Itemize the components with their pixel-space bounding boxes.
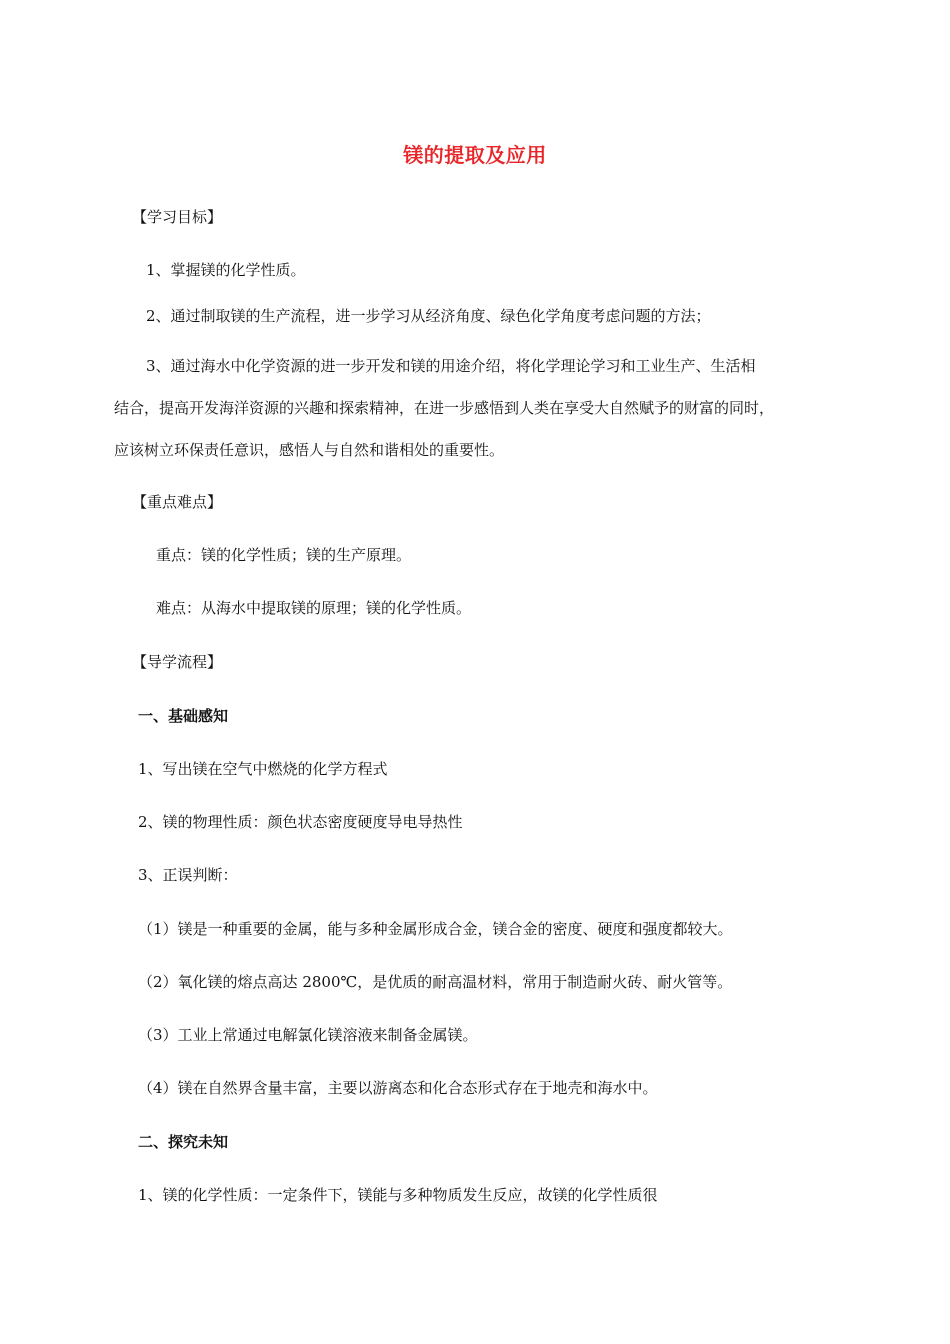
objective-item-2: 2、通过制取镁的生产流程，进一步学习从经济角度、绿色化学角度考虑问题的方法； [146,307,711,325]
section1-heading: 一、基础感知 [138,707,229,725]
judgement-4: （4）镁在自然界含量丰富，主要以游离态和化合态形式存在于地壳和海水中。 [138,1079,658,1097]
objective-item-1: 1、掌握镁的化学性质。 [146,261,306,279]
section1-item-2: 2、镁的物理性质：颜色状态密度硬度导电导热性 [138,813,463,831]
section1-item-3: 3、正误判断： [138,866,238,884]
objectives-heading: 【学习目标】 [132,208,223,226]
document-title: 镁的提取及应用 [403,143,547,167]
section1-item-1: 1、写出镁在空气中燃烧的化学方程式 [138,760,388,778]
difficulty-point: 难点：从海水中提取镁的原理；镁的化学性质。 [156,599,472,617]
objective-item-3: 3、通过海水中化学资源的进一步开发和镁的用途介绍，将化学理论学习和工业生产、生活相 [146,357,756,375]
judgement-1: （1）镁是一种重要的金属，能与多种金属形成合金，镁合金的密度、硬度和强度都较大。 [138,920,733,938]
key-points-heading: 【重点难点】 [132,493,223,511]
focus-point: 重点：镁的化学性质；镁的生产原理。 [156,546,412,564]
section2-heading: 二、探究未知 [138,1133,229,1151]
judgement-3: （3）工业上常通过电解氯化镁溶液来制备金属镁。 [138,1026,478,1044]
section2-item-1: 1、镁的化学性质：一定条件下，镁能与多种物质发生反应，故镁的化学性质很 [138,1186,658,1204]
guide-heading: 【导学流程】 [132,653,223,671]
objective-item-3-cont-2: 应该树立环保责任意识，感悟人与自然和谐相处的重要性。 [114,441,505,459]
judgement-2: （2）氧化镁的熔点高达 2800℃，是优质的耐高温材料，常用于制造耐火砖、耐火管等。 [138,973,733,991]
objective-item-3-cont-1: 结合，提高开发海洋资源的兴趣和探索精神，在进一步感悟到人类在享受大自然赋予的财富的同时， [114,399,775,417]
